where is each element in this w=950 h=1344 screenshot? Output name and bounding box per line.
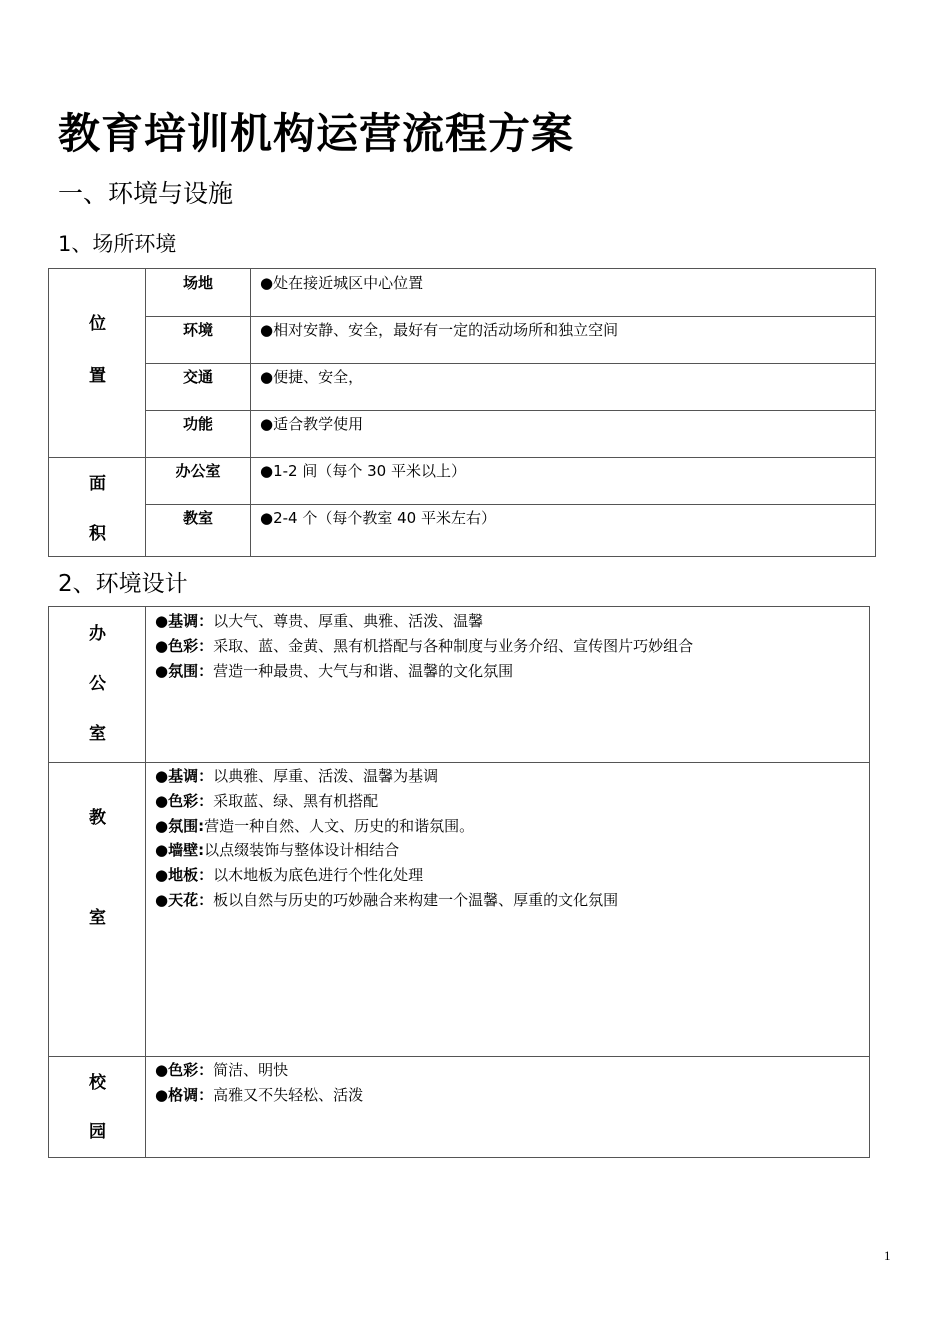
label-char: 位 bbox=[89, 314, 106, 334]
document-title: 教育培训机构运营流程方案 bbox=[58, 109, 575, 158]
item-key: ●基调： bbox=[155, 612, 214, 630]
item-value: 以点缀装饰与整体设计相结合 bbox=[204, 841, 400, 860]
label-char: 教 bbox=[89, 808, 106, 828]
row-value: ●1-2 间（每个 30 平米以上） bbox=[260, 462, 466, 480]
list-item bbox=[155, 764, 618, 789]
item-key: ●地板： bbox=[155, 866, 214, 885]
row-key: 功能 bbox=[146, 410, 251, 457]
office-section bbox=[49, 607, 869, 763]
row-value: ●2-4 个（每个教室 40 平米左右） bbox=[260, 509, 496, 527]
item-value: 采取、蓝、金黄、黑有机搭配与各种制度与业务介绍、宣传图片巧妙组合 bbox=[213, 636, 694, 655]
item-key: ●氛围： bbox=[155, 661, 214, 680]
campus-items bbox=[155, 1058, 363, 1108]
item-value: 简洁、明快 bbox=[213, 1061, 289, 1079]
row-key: 环境 bbox=[146, 316, 251, 363]
subsection-heading-venue: 1、场所环境 bbox=[58, 232, 177, 256]
item-value: 板以自然与历史的巧妙融合来构建一个温馨、厚重的文化氛围 bbox=[213, 890, 619, 909]
label-char: 校 bbox=[89, 1073, 106, 1093]
item-value: 采取蓝、绿、黑有机搭配 bbox=[213, 791, 379, 810]
item-value: 以大气、尊贵、厚重、典雅、活泼、温馨 bbox=[213, 612, 484, 630]
label-char: 室 bbox=[89, 908, 106, 928]
label-char: 积 bbox=[89, 524, 106, 544]
table-row bbox=[146, 363, 875, 411]
row-key: 交通 bbox=[146, 363, 251, 410]
table-row bbox=[146, 410, 875, 457]
table-row bbox=[146, 504, 875, 556]
list-item bbox=[155, 814, 618, 839]
row-value: ●处在接近城区中心位置 bbox=[260, 274, 424, 292]
item-value: 营造一种最贵、大气与和谐、温馨的文化氛围 bbox=[213, 661, 514, 680]
item-key: ●墙壁: bbox=[155, 841, 205, 860]
campus-section bbox=[49, 1056, 869, 1157]
label-char: 园 bbox=[89, 1122, 106, 1142]
location-group bbox=[49, 269, 875, 458]
campus-label bbox=[49, 1056, 146, 1157]
table-row bbox=[146, 269, 875, 317]
item-key: ●天花： bbox=[155, 890, 214, 909]
classroom-section bbox=[49, 762, 869, 1057]
list-item bbox=[155, 838, 618, 863]
item-key: ●色彩： bbox=[155, 1061, 214, 1079]
row-value: ●相对安静、安全，最好有一定的活动场所和独立空间 bbox=[260, 321, 619, 339]
item-value: 以木地板为底色进行个性化处理 bbox=[213, 866, 424, 885]
section-heading-environment: 一、环境与设施 bbox=[58, 179, 234, 208]
list-item bbox=[155, 659, 693, 684]
row-key: 教室 bbox=[146, 504, 251, 556]
label-char: 公 bbox=[89, 674, 106, 694]
area-label bbox=[49, 457, 146, 556]
row-key: 场地 bbox=[146, 269, 251, 316]
item-key: ●基调： bbox=[155, 767, 214, 785]
item-key: ●氛围: bbox=[155, 816, 205, 835]
subsection-heading-design: 2、环境设计 bbox=[58, 571, 188, 597]
table-row bbox=[146, 316, 875, 364]
row-key: 办公室 bbox=[146, 457, 251, 504]
item-key: ●色彩： bbox=[155, 791, 214, 810]
list-item bbox=[155, 863, 618, 888]
label-char: 置 bbox=[89, 366, 106, 386]
classroom-items bbox=[155, 764, 618, 913]
item-key: ●色彩： bbox=[155, 636, 214, 655]
label-char: 办 bbox=[89, 624, 106, 644]
list-item bbox=[155, 1083, 363, 1108]
item-value: 营造一种自然、人文、历史的和谐氛围。 bbox=[204, 816, 475, 835]
page-number: 1 bbox=[884, 1248, 891, 1263]
location-label bbox=[49, 269, 146, 457]
venue-table bbox=[48, 268, 876, 557]
list-item bbox=[155, 609, 693, 634]
label-char: 室 bbox=[89, 724, 106, 744]
list-item bbox=[155, 634, 693, 659]
office-items bbox=[155, 609, 693, 683]
item-value: 以典雅、厚重、活泼、温馨为基调 bbox=[213, 767, 439, 785]
list-item bbox=[155, 789, 618, 814]
classroom-label bbox=[49, 762, 146, 1056]
list-item bbox=[155, 888, 618, 913]
table-row bbox=[146, 457, 875, 505]
label-char: 面 bbox=[89, 474, 106, 494]
item-key: ●格调： bbox=[155, 1085, 214, 1104]
row-value: ●适合教学使用 bbox=[260, 415, 364, 433]
design-table bbox=[48, 606, 870, 1158]
row-value: ●便捷、安全， bbox=[260, 368, 364, 386]
area-group bbox=[49, 457, 875, 556]
office-label bbox=[49, 607, 146, 762]
item-value: 高雅又不失轻松、活泼 bbox=[213, 1085, 364, 1104]
list-item bbox=[155, 1058, 363, 1083]
